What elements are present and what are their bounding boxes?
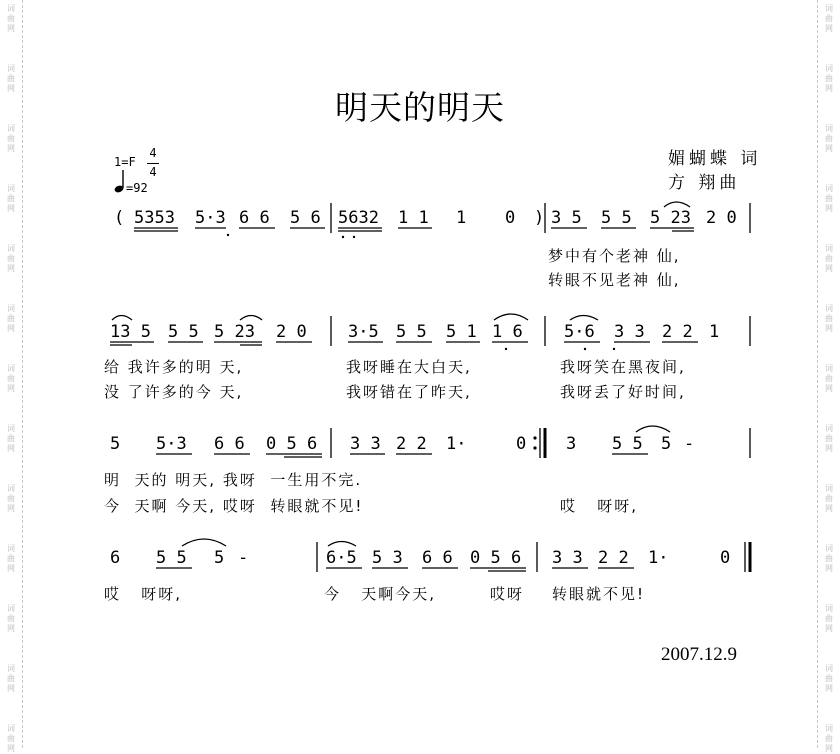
slur <box>664 202 690 207</box>
notation-group: 2 0 <box>706 208 737 228</box>
lyric-line: 我呀笑在黑夜间, <box>560 358 686 376</box>
lyric-line: 没 了许多的今 天, <box>104 383 244 401</box>
notation-group: 5 5 <box>168 322 199 342</box>
notation-group: 1 6 <box>492 322 523 342</box>
slur <box>182 539 226 546</box>
notation-group: 2 0 <box>276 322 307 342</box>
watermark-mark: 词 曲 网 <box>7 364 15 393</box>
slur <box>570 316 598 321</box>
notation-group: 1· <box>648 548 669 568</box>
notation-group: 5·6 <box>564 322 595 342</box>
octave-dot <box>342 236 344 238</box>
lyric-line: 给 我许多的明 天, <box>104 358 244 376</box>
lyric-line: 我呀错在了昨天, <box>346 383 472 401</box>
watermark-mark: 词 曲 网 <box>7 124 15 153</box>
composer-credit: 方 翔曲 <box>668 173 741 193</box>
tempo-marking: =92 <box>126 181 148 195</box>
notation-group: 0 <box>516 434 527 454</box>
octave-dot <box>505 348 507 350</box>
watermark-mark: 词 曲 网 <box>7 724 15 753</box>
notation-group: 5 5 <box>601 208 632 228</box>
lyric-line: 今 天啊今天, <box>324 585 437 603</box>
notation-group: 5353 <box>134 208 175 228</box>
slur <box>636 426 670 432</box>
repeat-dot <box>533 446 536 449</box>
song-title: 明天的明天 <box>335 88 505 127</box>
notation-group: 5 <box>214 548 225 568</box>
slur <box>240 316 262 321</box>
watermark-mark: 词 曲 网 <box>825 364 833 393</box>
watermark-mark: 词 曲 网 <box>7 4 15 33</box>
watermark-mark: 词 曲 网 <box>7 424 15 453</box>
notation-group: 0 5 6 <box>470 548 522 568</box>
notation-group: 5 23 <box>650 208 691 228</box>
key-signature: 1=F <box>114 155 136 169</box>
time-signature-bottom: 4 <box>149 165 157 179</box>
lyric-line: 转眼不见老神 仙, <box>548 271 681 289</box>
watermark-mark: 词 曲 网 <box>825 4 833 33</box>
composition-date: 2007.12.9 <box>661 644 737 665</box>
notation-group: 13 5 <box>110 322 151 342</box>
lyric-line: 哎 呀呀, <box>104 585 183 603</box>
notation-group: 5 23 <box>214 322 255 342</box>
lyricist-credit: 媚蝴蝶 词 <box>668 149 762 169</box>
octave-dot <box>353 236 355 238</box>
notation-group: 0 5 6 <box>266 434 318 454</box>
quarter-note-icon <box>114 170 125 194</box>
notation-bracket-close: ) <box>534 208 545 228</box>
notation-group: 3 5 <box>551 208 582 228</box>
watermark-mark: 词 曲 网 <box>825 244 833 273</box>
notation-group: 5 5 <box>156 548 187 568</box>
notation-group: 2 2 <box>396 434 427 454</box>
slur <box>112 316 132 321</box>
repeat-dot <box>533 436 536 439</box>
watermark-mark: 词 曲 网 <box>7 184 15 213</box>
notation-group: 0 <box>720 548 731 568</box>
lyric-line: 哎呀 <box>490 585 525 603</box>
lyric-line: 明 天的 明天, 我呀 一生用不完. <box>104 471 363 489</box>
slur <box>494 314 528 320</box>
watermark-mark: 词 曲 网 <box>825 424 833 453</box>
lyric-line: 今 天啊 今天, 哎呀 转眼就不见! <box>104 497 364 515</box>
octave-dot <box>613 348 615 350</box>
watermark-mark: 词 曲 网 <box>825 64 833 93</box>
lyric-line: 我呀丢了好时间, <box>560 383 686 401</box>
lyric-line: 梦中有个老神 仙, <box>548 247 681 265</box>
watermark-mark: 词 曲 网 <box>7 484 15 513</box>
notation-group: 1 1 <box>398 208 429 228</box>
time-signature-top: 4 <box>149 146 157 160</box>
notation-group: 6 6 <box>422 548 453 568</box>
watermark-mark: 词 曲 网 <box>825 304 833 333</box>
octave-dot <box>584 348 586 350</box>
watermark-mark: 词 曲 网 <box>7 244 15 273</box>
watermark-mark: 词 曲 网 <box>825 184 833 213</box>
watermark-mark: 词 曲 网 <box>7 664 15 693</box>
watermark-mark: 词 曲 网 <box>7 544 15 573</box>
notation-group: 5 <box>110 434 121 454</box>
watermark-mark: 词 曲 网 <box>7 304 15 333</box>
notation-group: 5 5 <box>396 322 427 342</box>
notation-group: - <box>238 548 249 568</box>
notation-group: 5 1 <box>446 322 477 342</box>
lyric-line: 我呀睡在大白天, <box>346 358 472 376</box>
lyric-line: 哎 呀呀, <box>560 497 639 515</box>
notation-group: 1 <box>456 208 467 228</box>
watermark-mark: 词 曲 网 <box>7 604 15 633</box>
notation-group: 1 <box>709 322 720 342</box>
notation-group: 5 5 <box>612 434 643 454</box>
notation-group: - <box>684 434 695 454</box>
watermark-mark: 词 曲 网 <box>7 64 15 93</box>
watermark-mark: 词 曲 网 <box>825 724 833 753</box>
notation-group: 5·3 <box>195 208 226 228</box>
notation-group: 6 <box>110 548 121 568</box>
notation-group: 5632 <box>338 208 379 228</box>
notation-group: 2 2 <box>598 548 629 568</box>
notation-group: 3 3 <box>350 434 381 454</box>
notation-group: 2 2 <box>662 322 693 342</box>
watermark-mark: 词 曲 网 <box>825 484 833 513</box>
notation-group: 5 <box>661 434 672 454</box>
notation-group: 3 3 <box>614 322 645 342</box>
notation-group: 6·5 <box>326 548 357 568</box>
notation-group: 3 3 <box>552 548 583 568</box>
notation-group: 0 <box>505 208 516 228</box>
notation-group: 1· <box>446 434 467 454</box>
watermark-mark: 词 曲 网 <box>825 604 833 633</box>
watermark-mark: 词 曲 网 <box>825 124 833 153</box>
notation-bracket-open: ( <box>114 208 125 228</box>
notation-group: 3 <box>566 434 577 454</box>
notation-group: 6 6 <box>239 208 270 228</box>
slur <box>328 542 356 547</box>
notation-group: 3·5 <box>348 322 379 342</box>
notation-group: 5·3 <box>156 434 187 454</box>
lyric-line: 转眼就不见! <box>552 585 646 603</box>
notation-group: 5 6 <box>290 208 321 228</box>
notation-group: 5 3 <box>372 548 403 568</box>
watermark-mark: 词 曲 网 <box>825 544 833 573</box>
notation-group: 6 6 <box>214 434 245 454</box>
watermark-mark: 词 曲 网 <box>825 664 833 693</box>
octave-dot <box>227 234 229 236</box>
